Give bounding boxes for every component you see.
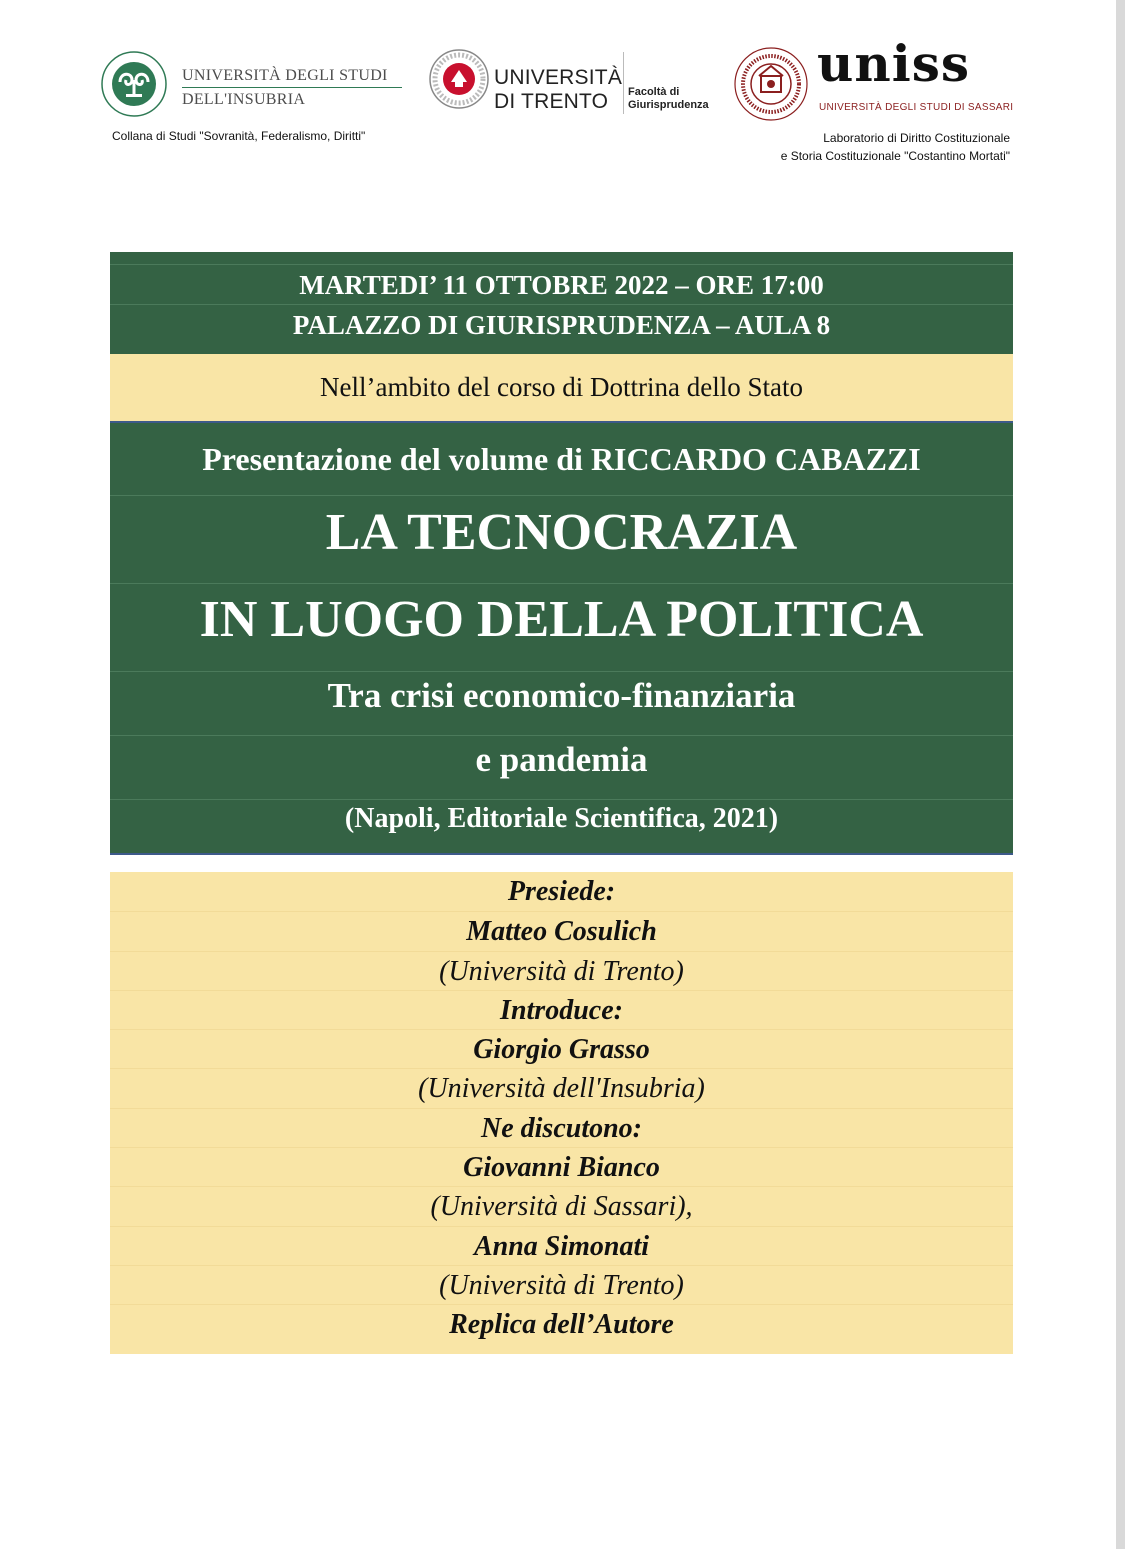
uniss-wordmark: uniss xyxy=(817,34,970,93)
spacer-row xyxy=(110,252,1013,264)
book-presentation: Presentazione del volume di RICCARDO CABAZZI xyxy=(202,441,921,477)
program-role-introduce: Introduce: xyxy=(110,990,1013,1029)
trento-divider xyxy=(623,52,624,114)
page-edge xyxy=(1116,0,1125,1549)
book-subtitle-line1: Tra crisi economico-finanziaria xyxy=(110,671,1013,735)
sassari-seal-icon xyxy=(733,46,809,122)
laboratorio-caption xyxy=(610,129,1010,165)
event-place: PALAZZO DI GIURISPRUDENZA – AULA 8 xyxy=(110,304,1013,354)
program-affiliation: (Università di Sassari), xyxy=(110,1186,1013,1225)
course-context-text: Nell’ambito del corso di Dottrina dello Stato xyxy=(320,372,803,402)
event-info-block xyxy=(110,252,1013,354)
program-speaker: Giorgio Grasso xyxy=(110,1029,1013,1068)
laboratorio-line2: e Storia Costituzionale "Costantino Mortati" xyxy=(780,149,1010,163)
insubria-divider xyxy=(182,87,402,88)
book-title-line1: LA TECNOCRAZIA xyxy=(110,495,1013,583)
program-speaker: Matteo Cosulich xyxy=(110,911,1013,950)
program-affiliation: (Università di Trento) xyxy=(110,951,1013,990)
program-closing: Replica dell’Autore xyxy=(110,1304,1013,1343)
trento-faculty-line1: Facoltà di xyxy=(628,86,680,98)
book-subtitle-line2: e pandemia xyxy=(110,735,1013,799)
insubria-wordmark xyxy=(182,66,402,110)
trento-faculty-line2: Giurisprudenza xyxy=(628,99,709,111)
trento-wordmark xyxy=(494,66,624,114)
insubria-line1: UNIVERSITÀ DEGLI STUDI xyxy=(182,67,388,84)
course-context xyxy=(110,354,1013,421)
trento-line1: UNIVERSITÀ xyxy=(494,66,623,89)
event-date: MARTEDI’ 11 OTTOBRE 2022 – ORE 17:00 xyxy=(110,264,1013,304)
trento-seal-icon xyxy=(428,48,490,110)
program-block xyxy=(110,872,1013,1354)
trento-faculty xyxy=(628,86,723,112)
book-block xyxy=(110,421,1013,855)
program-role-discussants: Ne discutono: xyxy=(110,1108,1013,1147)
laboratorio-line1: Laboratorio di Diritto Costituzionale xyxy=(823,131,1010,145)
program-speaker: Giovanni Bianco xyxy=(110,1147,1013,1186)
book-publisher: (Napoli, Editoriale Scientifica, 2021) xyxy=(110,799,1013,853)
book-title-line2: IN LUOGO DELLA POLITICA xyxy=(110,583,1013,671)
program-speaker: Anna Simonati xyxy=(110,1226,1013,1265)
insubria-seal-icon xyxy=(100,50,168,118)
program-affiliation: (Università di Trento) xyxy=(110,1265,1013,1304)
program-role-presiede: Presiede: xyxy=(507,876,616,907)
insubria-line2: DELL'INSUBRIA xyxy=(182,91,306,108)
collana-caption: Collana di Studi "Sovranità, Federalismo, Diritti" xyxy=(112,129,366,143)
uniss-subtitle: UNIVERSITÀ DEGLI STUDI DI SASSARI xyxy=(819,102,1014,113)
program-affiliation: (Università dell'Insubria) xyxy=(110,1068,1013,1107)
trento-line2: DI TRENTO xyxy=(494,90,609,113)
